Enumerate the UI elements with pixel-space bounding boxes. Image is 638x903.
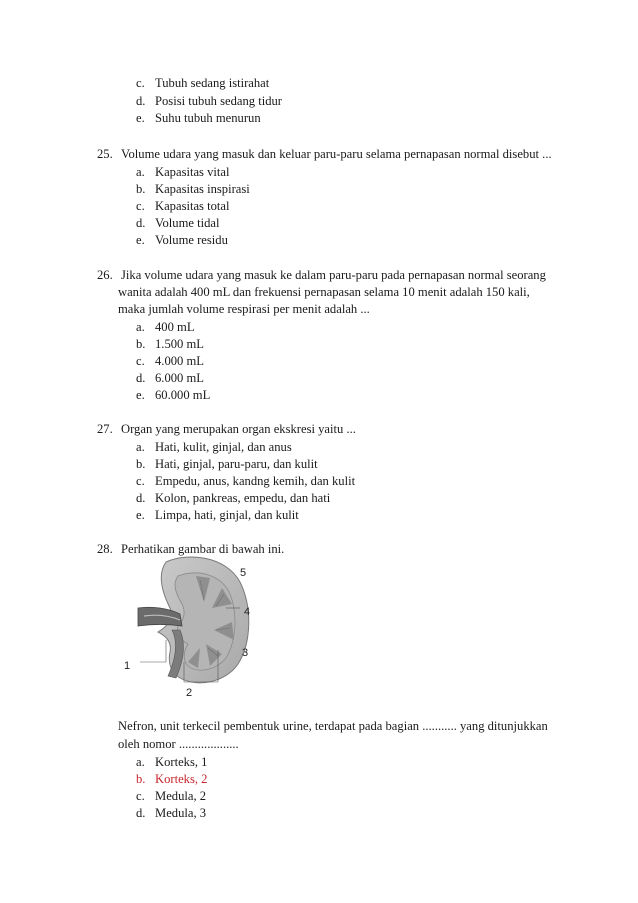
figure-label-1: 1 [124, 660, 131, 672]
question-28-stem: 28. Perhatikan gambar di bawah ini. [97, 542, 285, 556]
kidney-diagram [118, 550, 278, 700]
q28-option-a: a. Korteks, 1 [136, 755, 208, 769]
q25-option-d: d. Volume tidal [136, 216, 220, 230]
q25-option-e: e. Volume residu [136, 233, 228, 247]
figure-label-5: 5 [240, 567, 247, 579]
q26-option-e: e. 60.000 mL [136, 388, 211, 402]
q27-option-c: c. Empedu, anus, kandng kemih, dan kulit [136, 474, 356, 488]
kidney-cross-section-illustration [118, 550, 278, 700]
q27-option-e: e. Limpa, hati, ginjal, dan kulit [136, 508, 299, 522]
q25-option-a: a. Kapasitas vital [136, 165, 230, 179]
option-d: d. Posisi tubuh sedang tidur [136, 94, 282, 108]
q28-option-c: c. Medula, 2 [136, 789, 207, 803]
q28-option-d: d. Medula, 3 [136, 806, 207, 820]
q25-option-b: b. Kapasitas inspirasi [136, 182, 250, 196]
option-e: e. Suhu tubuh menurun [136, 111, 261, 125]
question-27-stem: 27. Organ yang merupakan organ ekskresi yaitu ... [97, 422, 356, 436]
question-25-stem: 25. Volume udara yang masuk dan keluar paru-paru selama pernapasan normal disebut ... [97, 147, 552, 161]
question-28-line-1: Nefron, unit terkecil pembentuk urine, terdapat pada bagian ........... yang ditunjukkan [118, 719, 548, 733]
q26-option-a: a. 400 mL [136, 320, 195, 334]
q26-option-d: d. 6.000 mL [136, 371, 204, 385]
q25-option-c: c. Kapasitas total [136, 199, 230, 213]
q27-option-a: a. Hati, kulit, ginjal, dan anus [136, 440, 292, 454]
question-28-line-2: oleh nomor ................... [118, 737, 239, 751]
question-26-line-2: wanita adalah 400 mL dan frekuensi pernapasan selama 10 menit adalah 150 kali, [118, 285, 530, 299]
q26-option-c: c. 4.000 mL [136, 354, 204, 368]
question-26-line-3: maka jumlah volume respirasi per menit adalah ... [118, 302, 370, 316]
option-c: c. Tubuh sedang istirahat [136, 76, 270, 90]
figure-label-3: 3 [242, 647, 249, 659]
figure-label-4: 4 [244, 606, 251, 618]
figure-label-2: 2 [186, 687, 193, 699]
q26-option-b: b. 1.500 mL [136, 337, 204, 351]
q27-option-b: b. Hati, ginjal, paru-paru, dan kulit [136, 457, 318, 471]
question-26-stem: 26. Jika volume udara yang masuk ke dalam paru-paru pada pernapasan normal seorang [97, 268, 546, 282]
q28-option-b-correct-answer: b. Korteks, 2 [136, 772, 208, 786]
q27-option-d: d. Kolon, pankreas, empedu, dan hati [136, 491, 331, 505]
